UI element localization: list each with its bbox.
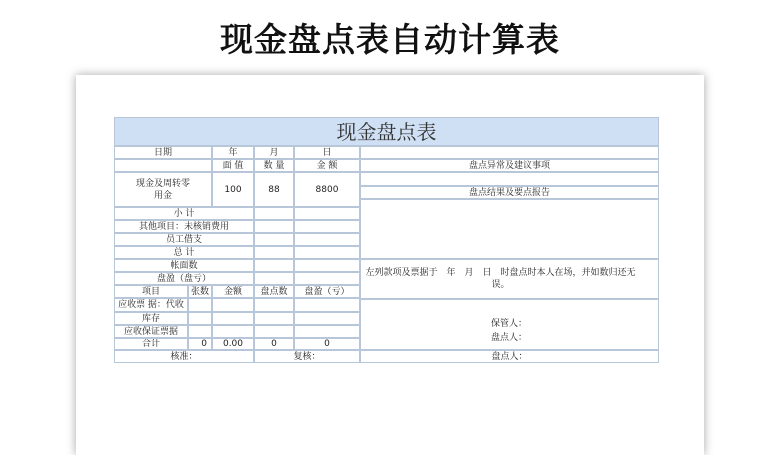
blank-cell — [294, 312, 360, 325]
custodian-label: 保管人： — [491, 319, 528, 329]
blank-cell — [212, 312, 254, 325]
inventory-label: 库存 — [114, 312, 188, 325]
blank-cell — [294, 298, 360, 312]
blank-cell — [294, 272, 360, 285]
petty-cash-amount: 8800 — [294, 172, 360, 207]
blank-cell — [254, 233, 294, 246]
blank-cell — [294, 207, 360, 220]
total-label: 总 计 — [114, 246, 254, 259]
day-label: 日 — [294, 146, 360, 159]
blank-cell — [254, 220, 294, 233]
blank-cell — [188, 312, 212, 325]
sub-col-surplus: 盘盈（亏） — [294, 285, 360, 298]
year-label: 年 — [212, 146, 254, 159]
col-face-value: 面 值 — [212, 159, 254, 172]
table-title: 现金盘点表 — [114, 117, 659, 146]
blank-cell — [188, 325, 212, 338]
blank-cell — [254, 325, 294, 338]
deposit-label: 应收保证票据 — [114, 325, 188, 338]
blank-cell — [114, 159, 212, 172]
sub-col-count: 张数 — [188, 285, 212, 298]
blank-cell — [254, 246, 294, 259]
section-results: 盘点结果及要点报告 — [360, 186, 659, 199]
section-anomalies: 盘点异常及建议事项 — [360, 159, 659, 172]
blank-cell — [254, 312, 294, 325]
month-label: 月 — [254, 146, 294, 159]
blank-cell — [254, 298, 294, 312]
petty-cash-label: 现金及周转零用金 — [114, 172, 212, 207]
blank-cell — [294, 325, 360, 338]
book-balance-label: 帐面数 — [114, 259, 254, 272]
employee-loan-label: 员工借支 — [114, 233, 254, 246]
petty-cash-face: 100 — [212, 172, 254, 207]
page-title: 现金盘点表自动计算表 — [220, 20, 560, 59]
date-label: 日期 — [114, 146, 212, 159]
sub-col-amount: 金额 — [212, 285, 254, 298]
signature-block — [360, 299, 659, 350]
blank-cell — [254, 259, 294, 272]
blank-cell — [212, 325, 254, 338]
cash-count-table — [114, 117, 659, 363]
subtotal-label: 小 计 — [114, 207, 254, 220]
sum-count: 0 — [188, 338, 212, 350]
results-area — [360, 199, 659, 259]
blank-cell — [360, 146, 659, 159]
petty-cash-qty: 88 — [254, 172, 294, 207]
sum-label: 合计 — [114, 338, 188, 350]
sum-amount: 0.00 — [212, 338, 254, 350]
counter-label-footer: 盘点人： — [360, 350, 659, 363]
col-amount: 金 额 — [294, 159, 360, 172]
receivable-label: 应收票 据：代收 — [114, 298, 188, 312]
blank-cell — [212, 298, 254, 312]
blank-cell — [254, 272, 294, 285]
review-label: 复核： — [254, 350, 360, 363]
blank-cell — [188, 298, 212, 312]
sum-counted: 0 — [254, 338, 294, 350]
statement-text: 左列款项及票据于 年 月 日 时盘点时本人在场，并如数归还无误。 — [360, 259, 659, 299]
sub-col-counted: 盘点数 — [254, 285, 294, 298]
sub-col-item: 项目 — [114, 285, 188, 298]
blank-cell — [294, 259, 360, 272]
blank-cell — [254, 207, 294, 220]
sum-surplus: 0 — [294, 338, 360, 350]
col-quantity: 数 量 — [254, 159, 294, 172]
approval-label: 核准： — [114, 350, 254, 363]
surplus-label: 盘盈（盘亏） — [114, 272, 254, 285]
other-items-label: 其他项目：未核销费用 — [114, 220, 254, 233]
blank-cell — [360, 172, 659, 186]
blank-cell — [294, 246, 360, 259]
blank-cell — [294, 220, 360, 233]
blank-cell — [294, 233, 360, 246]
counter-label: 盘点人： — [491, 333, 528, 343]
